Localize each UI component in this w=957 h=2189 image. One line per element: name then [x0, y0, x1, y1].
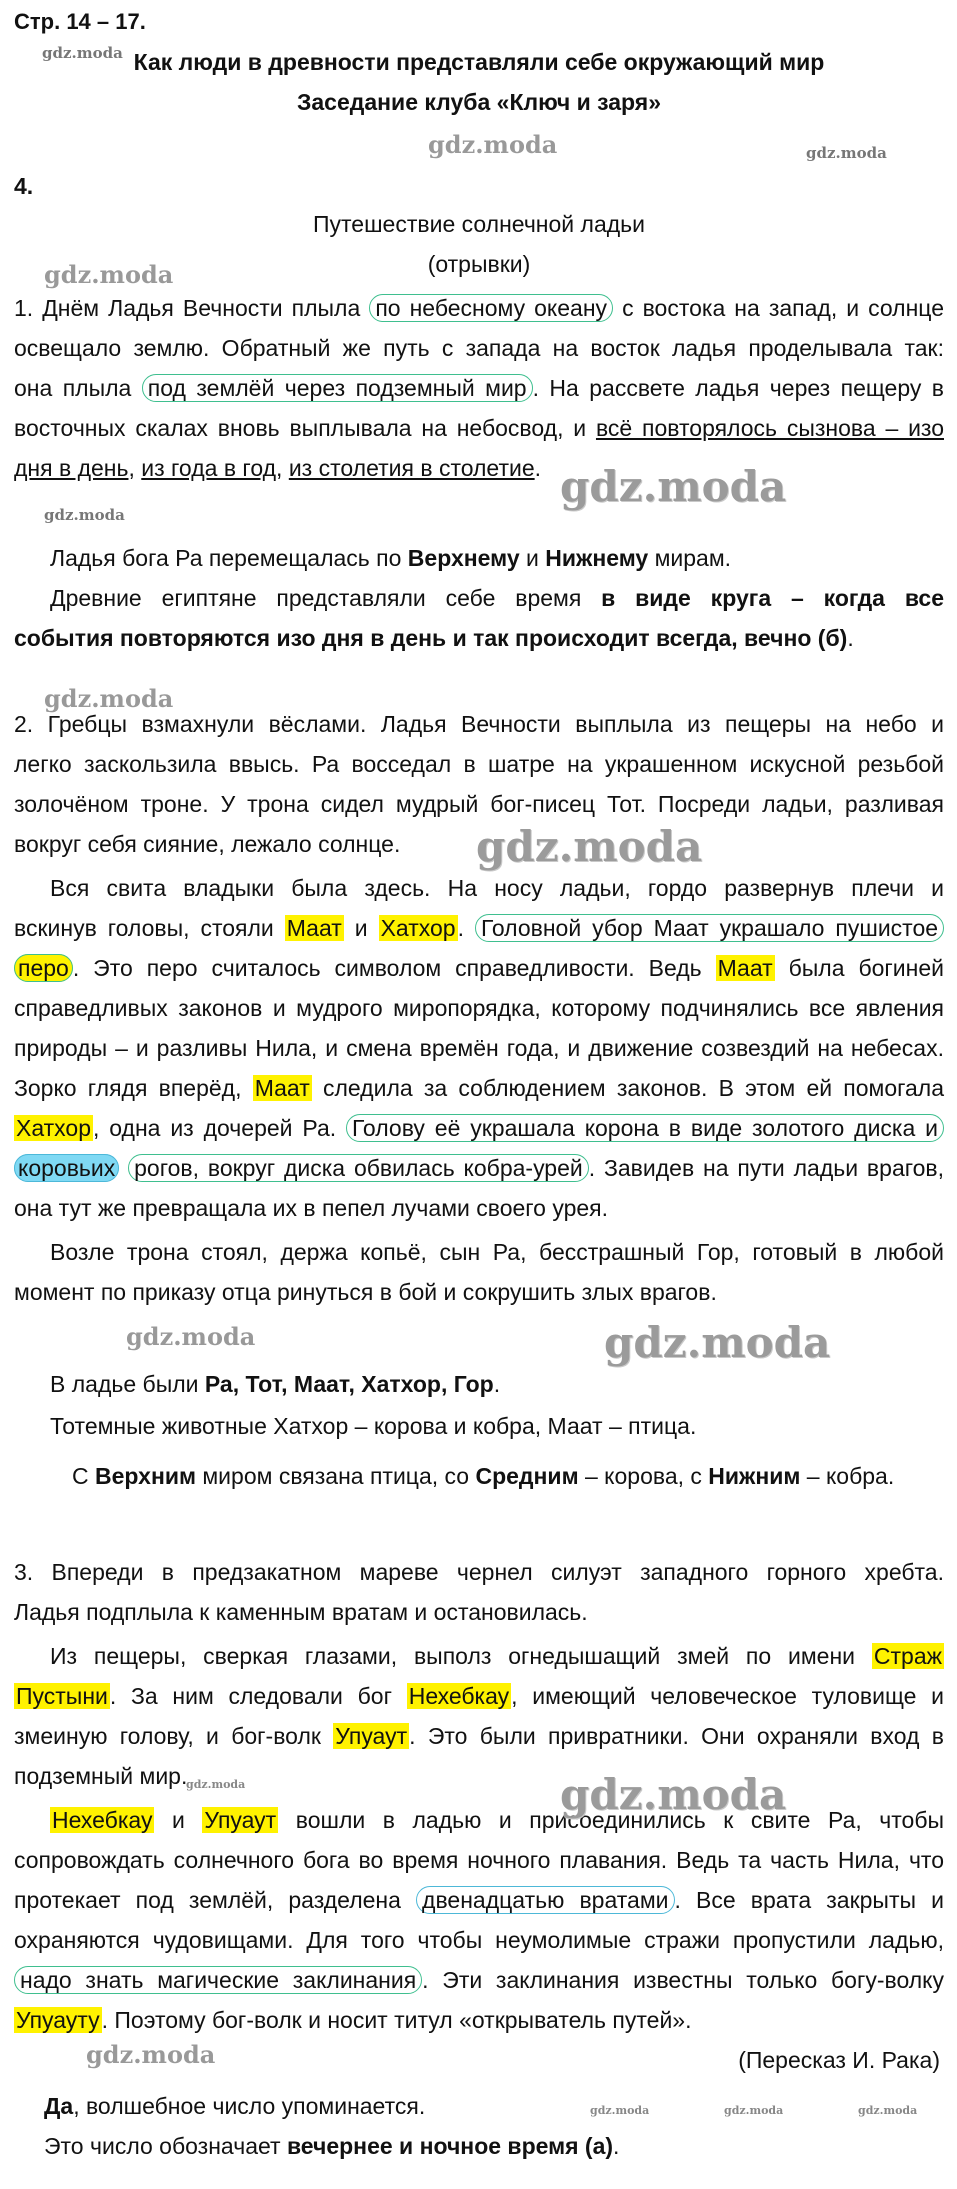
highlighted-name: Маат [717, 955, 773, 981]
underlined-phrase: всё повторялось сызнова – изо [595, 415, 944, 441]
watermark: gdz.moda [86, 2040, 216, 2069]
underlined-phrase: дня в день [14, 455, 129, 481]
highlighted-name: Хатхор [16, 1115, 91, 1141]
watermark: gdz.moda [126, 1322, 256, 1351]
text: Древние египтяне представляли себе время [50, 585, 602, 611]
text: . Поэтому бог-волк и носит титул «открыватель путей». [101, 2007, 692, 2033]
bold-text: Средним [475, 1463, 579, 1489]
p3-line-10: охраняются чудовищами. Для того чтобы неумолимые стражи пропустили ладью, [14, 1927, 944, 1953]
text: Зорко глядя вперёд, [14, 1075, 242, 1101]
text: миром связана птица, со [195, 1463, 476, 1489]
watermark: gdz.moda [560, 1770, 787, 1819]
p2-line-12 [14, 1154, 944, 1182]
text: Из пещеры, сверкая глазами, выполз огнедышащий змей по имени [50, 1643, 856, 1669]
bold-text: Нижним [708, 1463, 801, 1489]
highlighted-name: Пустыни [16, 1683, 108, 1709]
circled-phrase: Головной убор Маат украшало пушистое [475, 914, 944, 942]
p2-line-2: легко заскользила ввысь. Ра восседал в шатре на украшенном искусной резьбой [14, 751, 944, 777]
text: , [276, 455, 283, 481]
text: 1. Днём Ладья Вечности плыла [14, 295, 361, 321]
highlighted-name: Маат [286, 915, 342, 941]
answer-2-line-1 [14, 1370, 957, 1398]
text: змеиную голову, и бог-волк [14, 1723, 321, 1749]
circled-phrase: по небесному океану [369, 294, 613, 322]
circled-phrase: двенадцатью вратами [416, 1886, 674, 1914]
text: была богиней [788, 955, 945, 981]
highlighted-name: Упуаут [204, 1807, 277, 1833]
p1-line-5 [14, 454, 944, 482]
p3-line-11 [14, 1966, 944, 1994]
text: . За ним следовали бог [109, 1683, 392, 1709]
circled-phrase: под землёй через подземный мир [142, 374, 533, 402]
p3-line-7 [14, 1806, 944, 1834]
p2-line-10 [14, 1074, 944, 1102]
text: она плыла [14, 375, 132, 401]
highlighted-name: Упуаут [335, 1723, 408, 1749]
circled-phrase: надо знать магические заклинания [14, 1966, 422, 1994]
p3-line-3 [14, 1642, 944, 1670]
text: . Эти заклинания известны только богу-волку [422, 1967, 944, 1993]
p2-line-5: Вся свита владыки была здесь. На носу ладьи, гордо развернув плечи и [50, 875, 944, 901]
text: . Завидев на пути ладьи врагов, [588, 1155, 945, 1181]
text: В ладье были [50, 1371, 205, 1397]
text: восточных скалах вновь выплывала на небосвод, и [14, 415, 587, 441]
task-number: 4. [14, 173, 34, 199]
story-title: Путешествие солнечной ладьи [313, 211, 645, 237]
text: мирам. [648, 545, 732, 571]
bold-text: Да [44, 2093, 74, 2119]
answer-1-line-2 [14, 584, 944, 612]
story-subtitle: (отрывки) [427, 251, 531, 277]
bold-text: Ра, Тот, Маат, Хатхор, Гор [204, 1371, 494, 1397]
page-range: Стр. 14 – 17. [14, 9, 146, 34]
p2-line-7 [14, 954, 944, 982]
watermark: gdz.moda [42, 44, 123, 62]
watermark: gdz.moda [44, 506, 125, 524]
text: следила за соблюдением законов. В этом ей помогала [322, 1075, 945, 1101]
watermark: gdz.moda [186, 1778, 246, 1791]
p2-line-4: вокруг себя сияние, лежало солнце. [14, 831, 401, 857]
answer-3-line-2 [44, 2132, 924, 2160]
bold-text: Нижнему [545, 545, 649, 571]
highlighted-name: Нехебкау [408, 1683, 510, 1709]
answer-2-line-2: Тотемные животные Хатхор – корова и кобра, Маат – птица. [50, 1413, 697, 1439]
watermark: gdz.moda [44, 684, 174, 713]
p2-line-9: природы – и разливы Нила, и смена времён года, и движение созвездий на небесах. [14, 1035, 944, 1061]
bold-text: в виде круга – когда все [601, 585, 944, 611]
bold-text: Верхним [95, 1463, 196, 1489]
text: . [613, 2133, 620, 2159]
p2-line-15: момент по приказу отца ринуться в бой и сокрушить злых врагов. [14, 1279, 717, 1305]
text: , волшебное число упоминается. [73, 2093, 426, 2119]
circled-phrase: рогов, вокруг диска обвилась кобра-урей [128, 1154, 589, 1182]
highlighted-name: Хатхор [380, 915, 456, 941]
text: . [457, 915, 464, 941]
p3-line-9 [14, 1886, 944, 1914]
watermark: gdz.moda [858, 2104, 918, 2117]
p3-line-12 [14, 2006, 944, 2034]
bold-text: Верхнему [407, 545, 520, 571]
p2-line-13: она тут же превращала их в пепел лучами своего урея. [14, 1195, 609, 1221]
circled-highlighted-word: коровьих [14, 1154, 119, 1182]
circled-highlighted-word: перо [14, 954, 73, 982]
watermark: gdz.moda [560, 462, 787, 511]
p3-line-4 [14, 1682, 944, 1710]
underlined-phrase: из года в год [141, 455, 277, 481]
text: , имеющий человеческое туловище и [511, 1683, 945, 1709]
p1-line-3 [14, 374, 944, 402]
text: . [534, 455, 542, 481]
highlighted-name: Нехебкау [52, 1807, 153, 1833]
text: – корова, с [578, 1463, 709, 1489]
text: . Все врата закрыты и [674, 1887, 944, 1913]
text: и [354, 915, 368, 941]
watermark: gdz.moda [806, 144, 887, 162]
p1-line-2: освещало землю. Обратный же путь с запада на восток ладья проделывала так: [14, 335, 944, 361]
text: , одна из дочерей Ра. [93, 1115, 337, 1141]
text: . Это перо считалось символом справедливости. Ведь [72, 955, 702, 981]
answer-2-line-3 [14, 1462, 957, 1490]
p2-line-1: 2. Гребцы взмахнули вёслами. Ладья Вечности выплыла из пещеры на небо и [14, 711, 944, 737]
text: С [72, 1463, 95, 1489]
bold-text: события повторяются изо дня в день и так происходит всегда, вечно (б) [14, 625, 848, 651]
watermark: gdz.moda [44, 260, 174, 289]
watermark: gdz.moda [604, 1318, 831, 1367]
text: и [519, 545, 546, 571]
p2-line-8: справедливых законов и мудрого миропорядка, которому подчинялись все явления [14, 995, 944, 1021]
p3-line-2: Ладья подплыла к каменным вратам и остановилась. [14, 1599, 588, 1625]
p3-line-5 [14, 1722, 944, 1750]
answer-3-line-1 [44, 2092, 924, 2120]
text: . [493, 1371, 501, 1397]
answer-1-line-1 [14, 544, 957, 572]
highlighted-name: Маат [254, 1075, 310, 1101]
p3-line-8: сопровождать солнечного бога во время ночного плавания. Ведь та часть Нила, что [14, 1847, 944, 1873]
watermark: gdz.moda [428, 130, 558, 159]
answer-1-line-3 [14, 624, 944, 652]
p2-line-11 [14, 1114, 944, 1142]
text: протекает под землёй, разделена [14, 1887, 401, 1913]
text: Ладья бога Ра перемещалась по [50, 545, 408, 571]
text: . [847, 625, 854, 651]
p3-line-1: 3. Впереди в предзакатном мареве чернел силуэт западного горного хребта. [14, 1559, 944, 1585]
watermark: gdz.moda [590, 2104, 650, 2117]
p2-line-6 [14, 914, 944, 942]
text: вскинув головы, стояли [14, 915, 274, 941]
bold-text: вечернее и ночное время (а) [286, 2133, 614, 2159]
p3-line-6: подземный мир. [14, 1763, 188, 1789]
circled-phrase: Голову её украшала корона в виде золотого диска и [346, 1114, 944, 1142]
retelling-credit: (Пересказ И. Рака) [738, 2047, 940, 2073]
text: , [128, 455, 135, 481]
p1-line-4 [14, 414, 944, 442]
lesson-title: Как люди в древности представляли себе окружающий мир [133, 49, 825, 75]
text: Это число обозначает [44, 2133, 287, 2159]
p2-line-3: золочёном троне. У трона сидел мудрый бог-писец Тот. Посреди ладьи, разливая [14, 791, 944, 817]
text: и [171, 1807, 185, 1833]
text: вошли в ладью и присоединились к свите Ра, чтобы [295, 1807, 945, 1833]
text: . На рассвете ладья через пещеру в [532, 375, 945, 401]
text: . Это были привратники. Они охраняли вход в [409, 1723, 944, 1749]
highlighted-name: Упуауту [16, 2007, 100, 2033]
underlined-phrase: из столетия в столетие [288, 455, 535, 481]
p2-line-14: Возле трона стоял, держа копьё, сын Ра, бесстрашный Гор, готовый в любой [50, 1239, 944, 1265]
watermark: gdz.moda [724, 2104, 784, 2117]
lesson-subtitle: Заседание клуба «Ключ и заря» [296, 89, 662, 115]
text: с востока на запад, и солнце [622, 295, 944, 321]
p1-line-1 [14, 294, 944, 322]
highlighted-name: Страж [873, 1643, 943, 1669]
watermark: gdz.moda [476, 822, 703, 871]
text: – кобра. [800, 1463, 895, 1489]
